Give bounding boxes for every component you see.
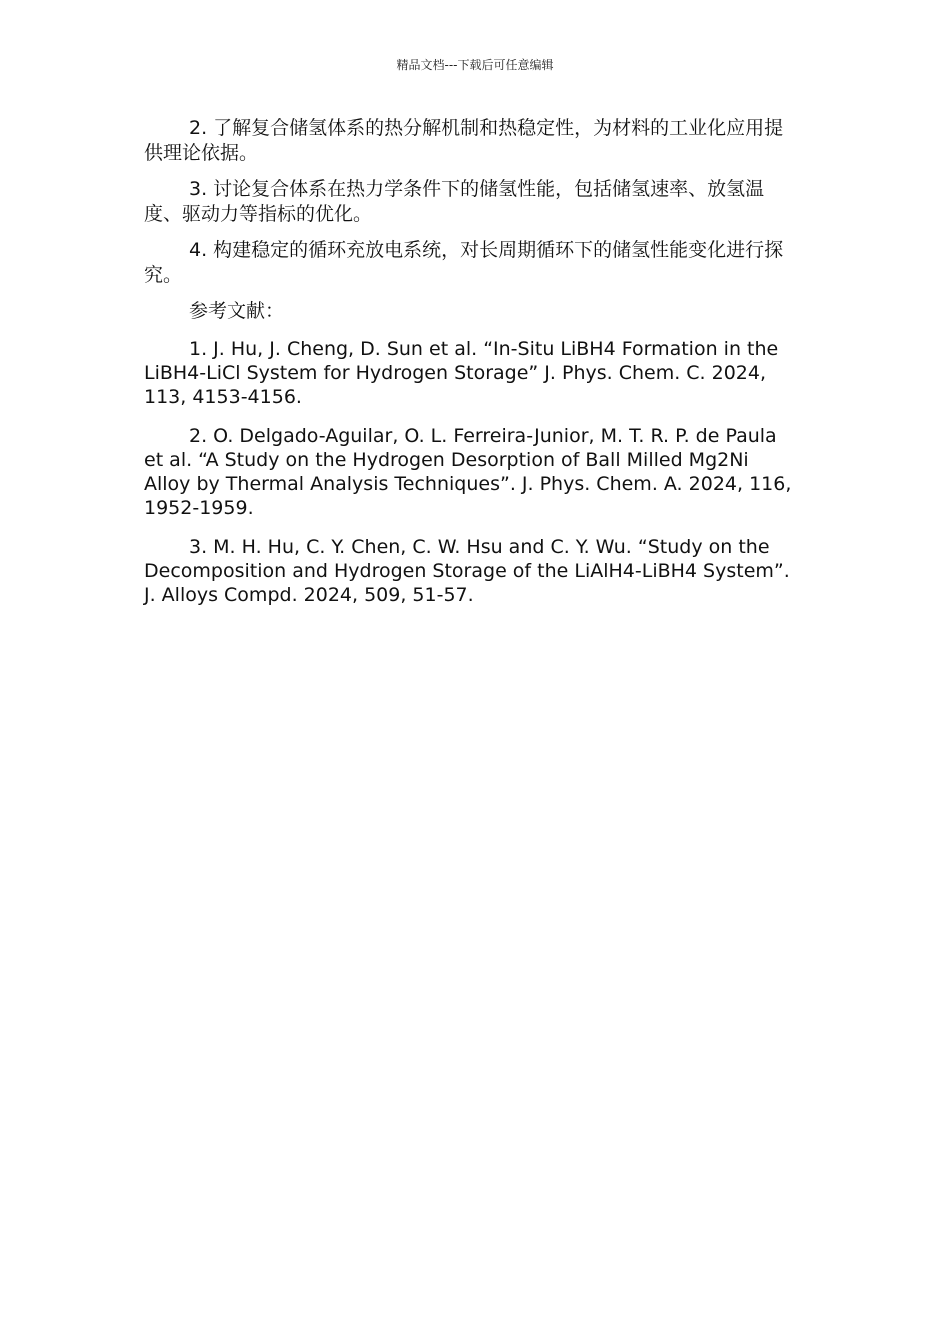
reference-item: 2. O. Delgado-Aguilar, O. L. Ferreira-Junior, M. T. R. P. de Paula et al. “A Study on the Hydrogen Desorption of Ball Milled Mg2Ni Alloy by Thermal Analysis Techniques”. J. Phys. Chem. A. 2024, 116, 1952-1959. [144,425,792,519]
objective-item: 3. 讨论复合体系在热力学条件下的储氢性能，包括储氢速率、放氢温度、驱动力等指标的优化。 [144,178,765,225]
objective-item: 4. 构建稳定的循环充放电系统，对长周期循环下的储氢性能变化进行探究。 [144,239,784,286]
document-body [144,116,799,622]
objective-item: 2. 了解复合储氢体系的热分解机制和热稳定性，为材料的工业化应用提供理论依据。 [144,117,784,164]
reference-item: 3. M. H. Hu, C. Y. Chen, C. W. Hsu and C. Y. Wu. “Study on the Decomposition and Hydrogen Storage of the LiAlH4-LiBH4 System”. J. Alloys Compd. 2024, 509, 51-57. [144,536,790,606]
reference-item: 1. J. Hu, J. Cheng, D. Sun et al. “In-Situ LiBH4 Formation in the LiBH4-LiCl System for Hydrogen Storage” J. Phys. Chem. C. 2024, 113, 4153-4156. [144,338,779,408]
references-heading: 参考文献： [189,300,285,322]
page-header: 精品文档---下载后可任意编辑 [396,58,554,72]
